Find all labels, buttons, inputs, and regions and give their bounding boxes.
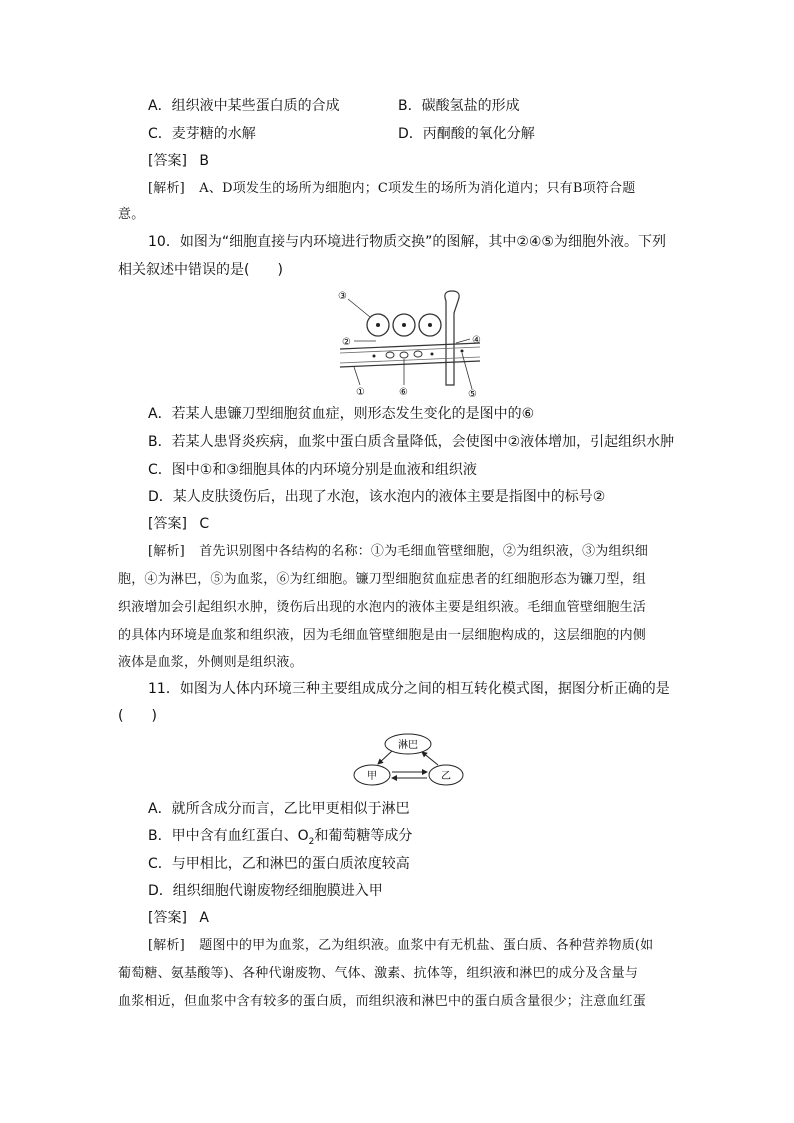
answer-value: B (199, 153, 209, 169)
node-jia: 甲 (367, 771, 377, 782)
answer-tag: [答案] (148, 153, 187, 169)
q11-stem-line1: 11．如图为人体内环境三种主要组成成分之间的相互转化模式图，据图分析正确的是 (148, 681, 670, 697)
q10-stem-line1: 10．如图为“细胞直接与内环境进行物质交换”的图解，其中②④⑤为细胞外液。下列 (148, 234, 666, 250)
node-yi: 乙 (441, 771, 451, 782)
q11-analysis-line1: [解析] 题图中的甲为血浆，乙为组织液。血浆中有无机盐、蛋白质、各种营养物质(如 (148, 938, 654, 953)
answer-tag: [答案] (148, 910, 187, 926)
q10-figure (330, 287, 490, 399)
answer-tag: [答案] (148, 516, 187, 532)
q11-option-c: C．与甲相比，乙和淋巴的蛋白质浓度较高 (148, 856, 410, 872)
q11-analysis-line2: 葡萄糖、氨基酸等)、各种代谢废物、气体、激素、抗体等，组织液和淋巴的成分及含量与 (118, 966, 639, 981)
fig-label-1: ① (356, 387, 365, 398)
q10-analysis-line1: [解析] 首先识别图中各结构的名称：①为毛细血管壁细胞，②为组织液，③为组织细 (148, 544, 649, 559)
fig-label-4: ④ (472, 335, 481, 346)
q9-answer (148, 152, 209, 170)
analysis-tag: [解析] (148, 181, 185, 196)
q9-option-a: A．组织液中某些蛋白质的合成 (148, 98, 340, 114)
q10-option-c: C．图中①和③细胞具体的内环境分别是血液和组织液 (148, 462, 477, 478)
q11-option-a: A．就所含成分而言，乙比甲更相似于淋巴 (148, 801, 410, 817)
fig-label-5: ⑤ (468, 389, 477, 399)
q10-option-b: B．若某人患肾炎疾病，血浆中蛋白质含量降低，会使图中②液体增加，引起组织水肿 (148, 434, 675, 450)
q10-answer (148, 515, 209, 533)
q11-analysis-line3: 血浆相近，但血浆中含有较多的蛋白质，而组织液和淋巴中的蛋白质含量很少；注意血红蛋 (118, 994, 647, 1009)
answer-value: A (199, 910, 209, 926)
q11-figure (350, 732, 466, 790)
q10-analysis-line4: 的具体内环境是血浆和组织液，因为毛细血管壁细胞是由一层细胞构成的，这层细胞的内侧 (118, 628, 647, 643)
q10-analysis-line2: 胞，④为淋巴，⑤为血浆，⑥为红细胞。镰刀型细胞贫血症患者的红细胞形态为镰刀型，组 (118, 572, 647, 587)
fig-label-3: ③ (338, 291, 347, 302)
q9-option-d: D．丙酮酸的氧化分解 (398, 126, 535, 142)
q11-option-b: B．甲中含有血红蛋白、$O_2$和葡萄糖等成分 (148, 828, 413, 847)
answer-value: C (199, 516, 210, 532)
q11-answer (148, 909, 209, 927)
q10-option-a: A．若某人患镰刀型细胞贫血症，则形态发生变化的是图中的⑥ (148, 406, 535, 422)
q9-option-c: C．麦芽糖的水解 (148, 126, 256, 142)
q10-option-d: D．某人皮肤烫伤后，出现了水泡，该水泡内的液体主要是指图中的标号② (148, 489, 606, 505)
q11-stem-line2: ( ) (118, 708, 157, 724)
q9-analysis-line2: 意。 (118, 207, 145, 222)
fig-label-6: ⑥ (399, 387, 408, 398)
fig-label-2: ② (342, 337, 351, 348)
q9-analysis-line1: [解析] A、D项发生的场所为细胞内；C项发生的场所为消化道内；只有B项符合题 (148, 181, 636, 196)
node-lymph: 淋巴 (398, 740, 418, 751)
q10-analysis-line5: 液体是血浆，外侧则是组织液。 (118, 655, 303, 670)
q9-option-b: B．碳酸氢盐的形成 (398, 98, 520, 114)
q10-stem-line2: 相关叙述中错误的是( ) (118, 262, 283, 278)
analysis-tag: [解析] (148, 938, 185, 953)
q11-option-d: D．组织细胞代谢废物经细胞膜进入甲 (148, 883, 383, 899)
q10-analysis-line3: 织液增加会引起组织水肿，烫伤后出现的水泡内的液体主要是组织液。毛细血管壁细胞生活 (118, 600, 647, 615)
analysis-tag: [解析] (148, 544, 185, 559)
